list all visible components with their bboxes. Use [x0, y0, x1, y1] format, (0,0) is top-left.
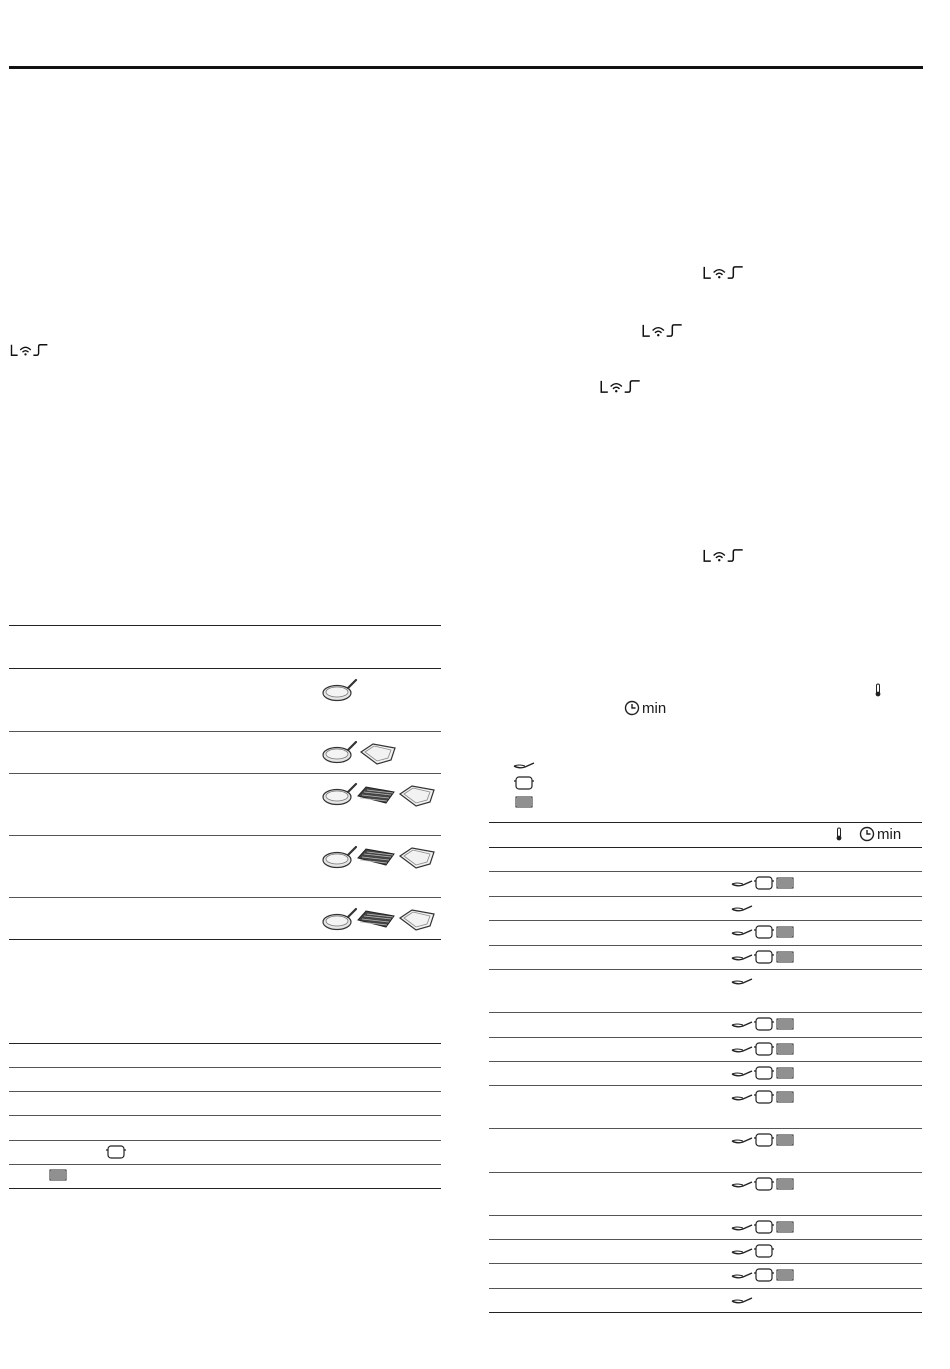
small-pan-icon [731, 1094, 753, 1102]
small-pan-icon [731, 1248, 753, 1256]
ribbed-pan-icon [49, 1169, 67, 1181]
small-pan-icon [513, 762, 535, 770]
small-pan-icon [731, 978, 753, 986]
pot-outline-icon [754, 1042, 774, 1056]
table-rule [9, 625, 441, 626]
table-rule [489, 945, 922, 946]
frying-pan-icon [322, 678, 358, 702]
ribbed-pan-icon [776, 1221, 794, 1233]
griddle-tray-icon [398, 846, 436, 870]
frying-pan-icon [322, 740, 358, 764]
min-label: min [877, 826, 902, 843]
small-pan-icon [731, 1297, 753, 1305]
grill-plate-icon [356, 784, 396, 806]
ribbed-pan-icon [776, 1178, 794, 1190]
small-pan-icon [731, 929, 753, 937]
pot-outline-icon [754, 925, 774, 939]
grill-plate-icon [356, 846, 396, 868]
small-pan-icon [731, 954, 753, 962]
pot-outline-icon [754, 1220, 774, 1234]
ribbed-pan-icon [515, 796, 533, 808]
table-rule [9, 668, 441, 669]
table-rule [489, 1085, 922, 1086]
wifi-sensor-icon [599, 379, 641, 394]
table-rule [9, 1140, 441, 1141]
table-rule [489, 920, 922, 921]
wifi-sensor-icon [702, 265, 744, 280]
small-pan-icon [731, 1224, 753, 1232]
pot-outline-icon [754, 876, 774, 890]
ribbed-pan-icon [776, 1269, 794, 1281]
table-rule [489, 1288, 922, 1289]
table-rule [489, 896, 922, 897]
min-label: min [642, 700, 667, 717]
griddle-tray-icon [398, 784, 436, 808]
pot-outline-icon [514, 776, 534, 790]
table-rule [489, 1037, 922, 1038]
wifi-sensor-icon [9, 343, 49, 357]
table-rule [9, 1164, 441, 1165]
table-rule [489, 1172, 922, 1173]
table-rule [9, 939, 441, 940]
table-rule [9, 1067, 441, 1068]
grill-plate-icon [356, 908, 396, 930]
ribbed-pan-icon [776, 926, 794, 938]
wifi-sensor-icon [641, 323, 683, 338]
ribbed-pan-icon [776, 951, 794, 963]
table-rule [489, 1128, 922, 1129]
table-rule [9, 835, 441, 836]
pot-outline-icon [754, 1090, 774, 1104]
small-pan-icon [731, 1272, 753, 1280]
clock-icon [624, 700, 640, 716]
pot-outline-icon [754, 1177, 774, 1191]
ribbed-pan-icon [776, 1043, 794, 1055]
small-pan-icon [731, 1046, 753, 1054]
table-rule [9, 1188, 441, 1189]
table-rule [489, 1215, 922, 1216]
table-rule [9, 773, 441, 774]
clock-icon [859, 826, 875, 842]
small-pan-icon [731, 880, 753, 888]
small-pan-icon [731, 1181, 753, 1189]
ribbed-pan-icon [776, 1091, 794, 1103]
table-rule [489, 822, 922, 823]
ribbed-pan-icon [776, 1134, 794, 1146]
ribbed-pan-icon [776, 877, 794, 889]
table-rule [9, 897, 441, 898]
table-rule [9, 1043, 441, 1044]
frying-pan-icon [322, 845, 358, 869]
thermometer-icon [835, 827, 843, 841]
pot-outline-icon [754, 1017, 774, 1031]
pot-outline-icon [106, 1145, 126, 1159]
griddle-tray-icon [398, 908, 436, 932]
table-rule [489, 1312, 922, 1313]
table-rule [489, 969, 922, 970]
table-rule [489, 847, 922, 848]
table-rule [9, 1115, 441, 1116]
table-rule [489, 1263, 922, 1264]
table-rule [489, 1012, 922, 1013]
pot-outline-icon [754, 1244, 774, 1258]
wifi-sensor-icon [702, 548, 744, 563]
pot-outline-icon [754, 1066, 774, 1080]
table-rule [489, 1061, 922, 1062]
table-rule [489, 1239, 922, 1240]
pot-outline-icon [754, 1133, 774, 1147]
frying-pan-icon [322, 907, 358, 931]
small-pan-icon [731, 1021, 753, 1029]
pot-outline-icon [754, 1268, 774, 1282]
table-rule [9, 1091, 441, 1092]
frying-pan-icon [322, 782, 358, 806]
small-pan-icon [731, 1137, 753, 1145]
thermometer-icon [874, 683, 882, 697]
top-rule [9, 66, 923, 69]
small-pan-icon [731, 905, 753, 913]
ribbed-pan-icon [776, 1067, 794, 1079]
table-rule [489, 871, 922, 872]
griddle-tray-icon [359, 742, 397, 766]
table-rule [9, 731, 441, 732]
ribbed-pan-icon [776, 1018, 794, 1030]
small-pan-icon [731, 1070, 753, 1078]
pot-outline-icon [754, 950, 774, 964]
